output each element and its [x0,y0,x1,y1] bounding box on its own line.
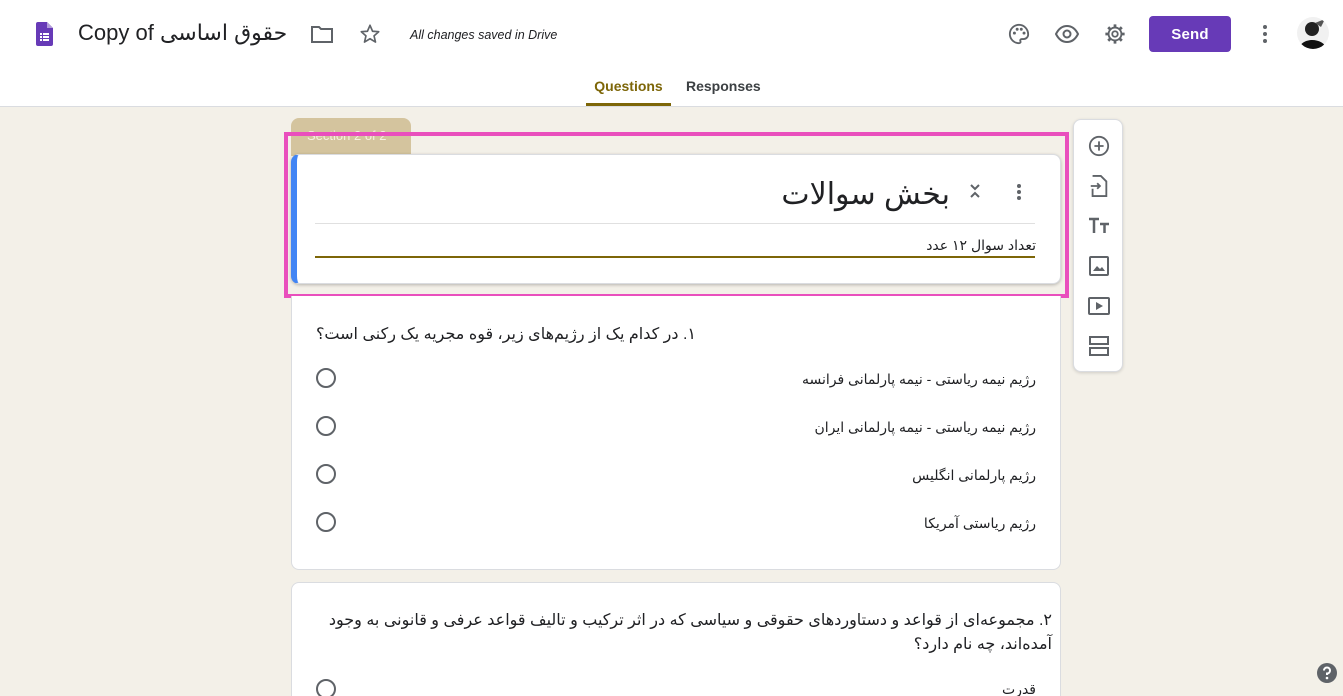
add-video-icon[interactable] [1087,294,1111,318]
folder-icon[interactable] [310,22,334,46]
forms-logo-icon[interactable] [36,22,53,46]
palette-icon[interactable] [1007,22,1031,46]
section-title[interactable]: بخش سوالات [781,178,950,211]
question-card[interactable] [291,296,1061,570]
star-icon[interactable] [358,22,382,46]
tab-questions[interactable]: Questions [586,78,671,106]
tab-responses[interactable]: Responses [686,78,761,94]
add-section-icon[interactable] [1087,334,1111,358]
question-text[interactable]: ۱. در کدام یک از رژیم‌های زیر، قوه مجریه یک رکنی است؟ [315,326,696,343]
option-label[interactable]: رژیم نیمه ریاستی - نیمه پارلمانی ایران [814,419,1036,435]
option-radio[interactable] [316,512,336,532]
option-radio[interactable] [316,679,336,696]
save-status: All changes saved in Drive [410,28,558,42]
gear-icon[interactable] [1103,22,1127,46]
add-image-icon[interactable] [1087,254,1111,278]
option-radio[interactable] [316,368,336,388]
add-title-icon[interactable] [1087,214,1111,238]
question-text[interactable]: ۲. مجموعه‌ای از قواعد و دستاوردهای حقوقی و سیاسی که در اثر ترکیب و تالیف قواعد عرفی و قانونی به وجود آمده‌اند، چه نام دارد؟ [328,612,1052,653]
send-button[interactable]: Send [1149,16,1231,52]
section-description[interactable]: تعداد سوال ۱۲ عدد [926,237,1036,253]
import-questions-icon[interactable] [1087,174,1111,198]
more-vert-icon[interactable] [1253,22,1277,46]
preview-eye-icon[interactable] [1055,22,1079,46]
app-header [0,0,1343,107]
document-title[interactable]: Copy of حقوق اساسی [78,20,288,45]
floating-toolbar [1073,119,1123,372]
option-label[interactable]: رژیم ریاستی آمریکا [923,515,1036,531]
option-label[interactable]: رژیم نیمه ریاستی - نیمه پارلمانی فرانسه [801,371,1036,387]
option-label[interactable]: رژیم پارلمانی انگلیس [912,467,1036,483]
question-card[interactable] [291,582,1061,696]
option-radio[interactable] [316,464,336,484]
option-radio[interactable] [316,416,336,436]
section-tag: Section 2 of 2 [291,118,411,156]
help-icon[interactable] [1316,662,1338,684]
avatar[interactable] [1297,17,1329,49]
add-question-icon[interactable] [1087,134,1111,158]
option-label[interactable]: قدرت [1002,681,1036,696]
selection-highlight [284,132,1069,298]
